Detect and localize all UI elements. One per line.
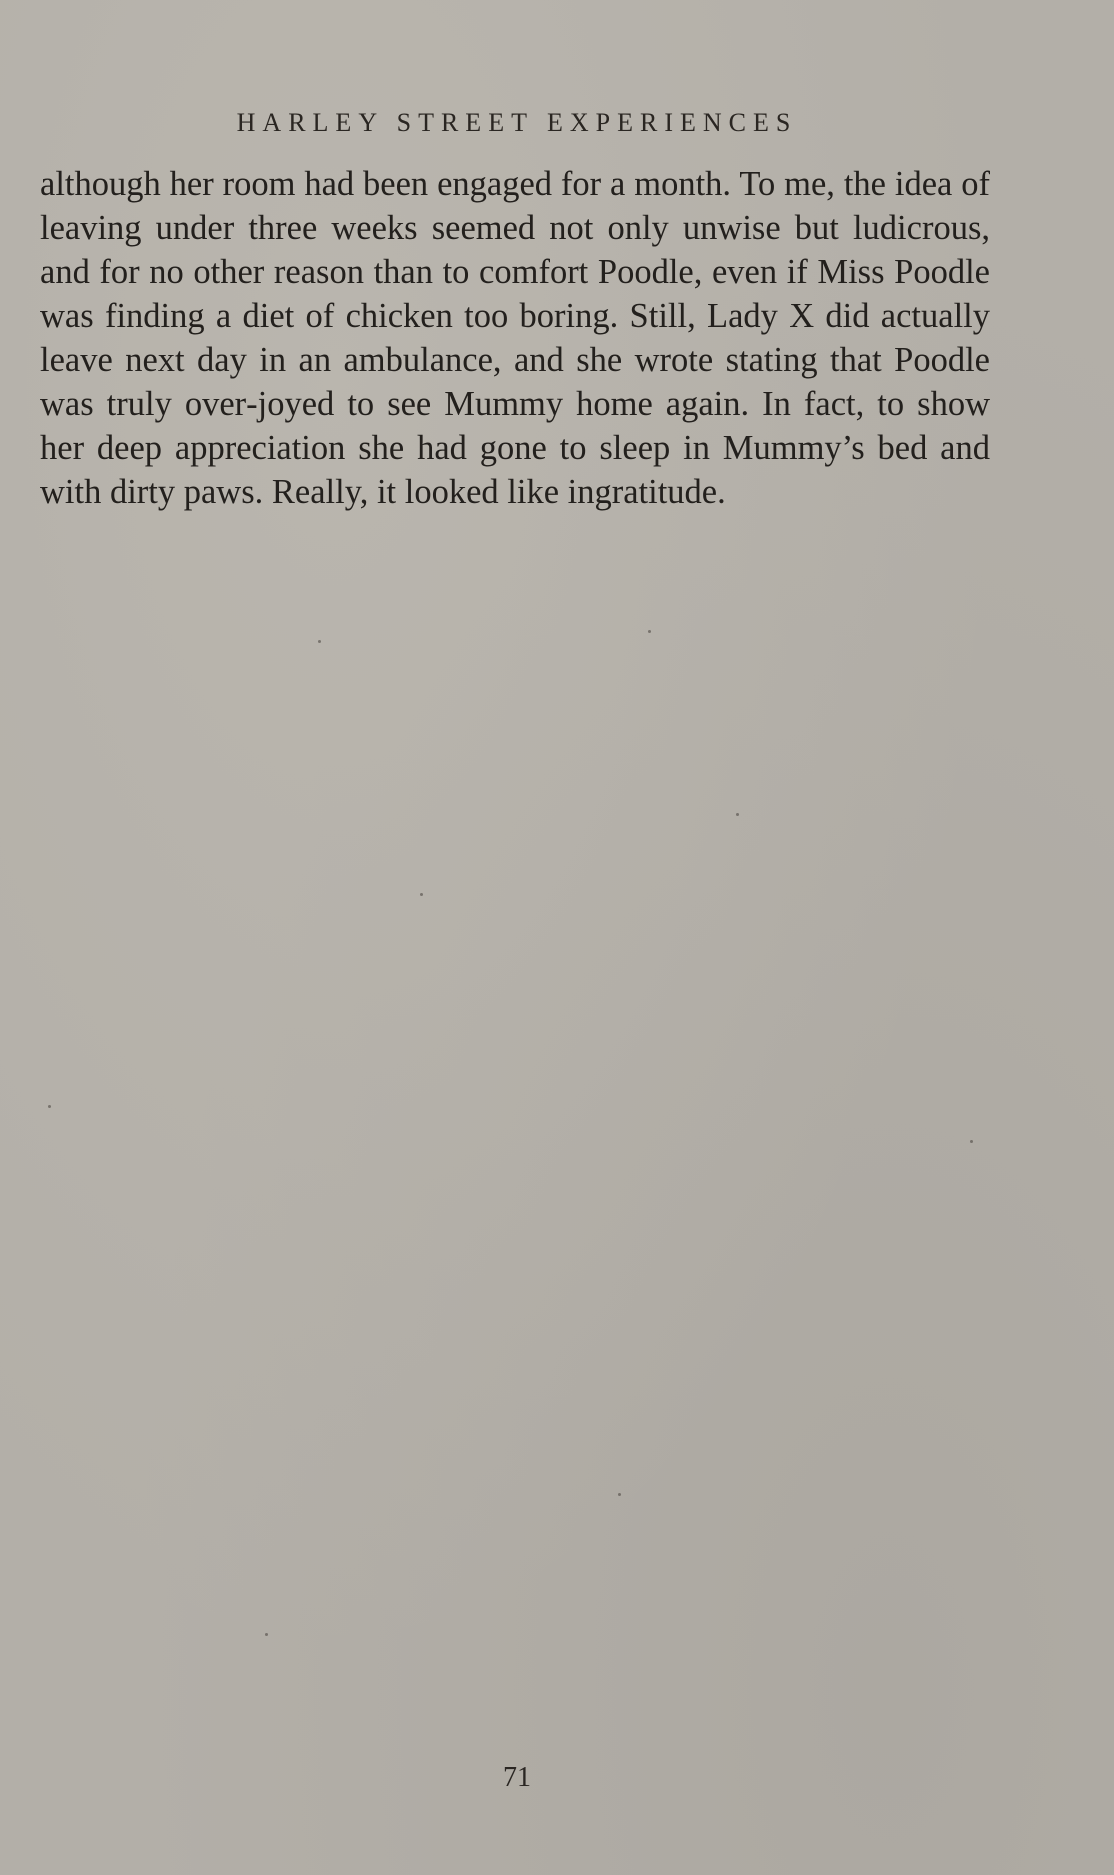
paper-speck <box>736 813 739 816</box>
paper-speck <box>420 893 423 896</box>
paper-speck <box>265 1633 268 1636</box>
paper-speck <box>618 1493 621 1496</box>
paper-speck <box>648 630 651 633</box>
page-number: 71 <box>503 1762 531 1793</box>
paper-speck <box>48 1105 51 1108</box>
running-head: HARLEY STREET EXPERIENCES <box>236 108 798 137</box>
paper-speck <box>970 1140 973 1143</box>
body-paragraph: although her room had been engaged for a month. To me, the idea of leaving under three weeks seemed not only unwise but ludicrous, and for no other reason than to comfort Poodle, even if Miss Poodle was finding a diet of chicken too boring. Still, Lady X did actually leave next day in an ambulance, and she wrote stating that Poodle was truly over‑joyed to see Mummy home again. In fact, to show her deep appreciation she had gone to sleep in Mummy’s bed and with dirty paws. Really, it looked like ingratitude. <box>40 165 990 511</box>
paper-speck <box>318 640 321 643</box>
